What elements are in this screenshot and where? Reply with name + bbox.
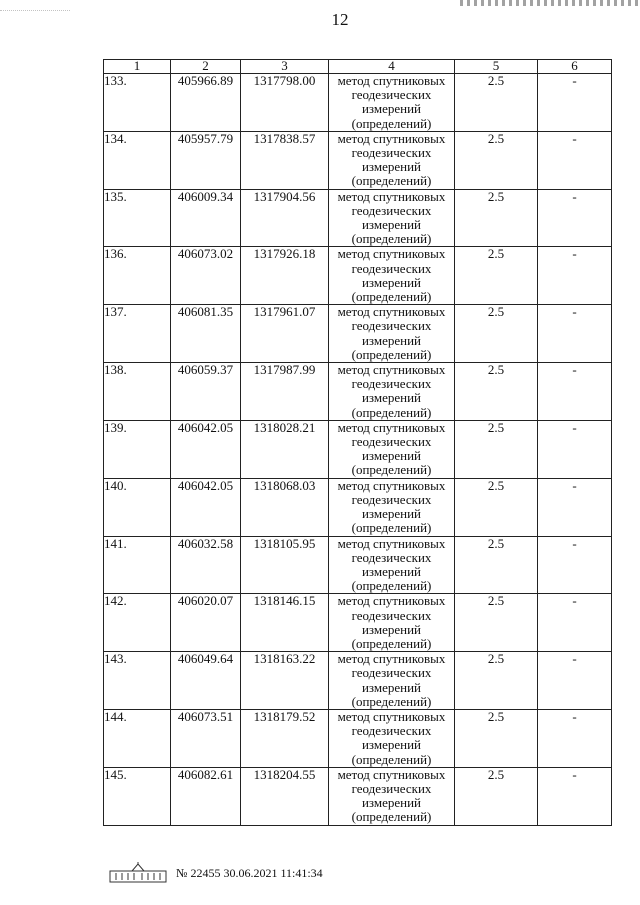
government-building-stamp-icon [108,862,168,884]
method-cell: метод спутниковых геодезических измерений (определений) [329,247,455,305]
x-coordinate-cell: 405957.79 [171,131,241,189]
extra-cell: - [538,189,612,247]
point-number-cell: 136. [104,247,171,305]
accuracy-cell: 2.5 [455,74,538,132]
extra-cell: - [538,305,612,363]
y-coordinate-cell: 1318146.15 [241,594,329,652]
x-coordinate-cell: 406009.34 [171,189,241,247]
point-number-cell: 140. [104,478,171,536]
method-cell: метод спутниковых геодезических измерений (определений) [329,652,455,710]
extra-cell: - [538,536,612,594]
table-row [104,536,612,594]
x-coordinate-cell: 406032.58 [171,536,241,594]
point-number-cell: 141. [104,536,171,594]
x-coordinate-cell: 406082.61 [171,767,241,825]
accuracy-cell: 2.5 [455,189,538,247]
column-header: 1 [104,60,171,74]
accuracy-cell: 2.5 [455,652,538,710]
column-header: 4 [329,60,455,74]
extra-cell: - [538,420,612,478]
method-cell: метод спутниковых геодезических измерений (определений) [329,536,455,594]
point-number-cell: 134. [104,131,171,189]
method-cell: метод спутниковых геодезических измерений (определений) [329,74,455,132]
y-coordinate-cell: 1317798.00 [241,74,329,132]
registration-number-date: № 22455 30.06.2021 11:41:34 [176,865,323,880]
y-coordinate-cell: 1317904.56 [241,189,329,247]
extra-cell: - [538,767,612,825]
table-header-row [104,60,612,74]
table-row [104,709,612,767]
x-coordinate-cell: 406020.07 [171,594,241,652]
method-cell: метод спутниковых геодезических измерений (определений) [329,305,455,363]
extra-cell: - [538,652,612,710]
y-coordinate-cell: 1318204.55 [241,767,329,825]
table-row [104,478,612,536]
table-row [104,305,612,363]
column-header: 6 [538,60,612,74]
y-coordinate-cell: 1318068.03 [241,478,329,536]
x-coordinate-cell: 405966.89 [171,74,241,132]
accuracy-cell: 2.5 [455,305,538,363]
x-coordinate-cell: 406042.05 [171,478,241,536]
column-header: 3 [241,60,329,74]
scan-artifact-top-right [460,0,640,6]
accuracy-cell: 2.5 [455,363,538,421]
y-coordinate-cell: 1318028.21 [241,420,329,478]
table-row [104,363,612,421]
table-row [104,189,612,247]
method-cell: метод спутниковых геодезических измерений (определений) [329,767,455,825]
y-coordinate-cell: 1317838.57 [241,131,329,189]
method-cell: метод спутниковых геодезических измерений (определений) [329,594,455,652]
table-row [104,131,612,189]
coordinates-table [103,59,612,826]
point-number-cell: 142. [104,594,171,652]
extra-cell: - [538,594,612,652]
point-number-cell: 145. [104,767,171,825]
method-cell: метод спутниковых геодезических измерений (определений) [329,420,455,478]
table-row [104,420,612,478]
extra-cell: - [538,478,612,536]
point-number-cell: 143. [104,652,171,710]
y-coordinate-cell: 1317987.99 [241,363,329,421]
table-row [104,767,612,825]
table-row [104,652,612,710]
point-number-cell: 137. [104,305,171,363]
y-coordinate-cell: 1318163.22 [241,652,329,710]
point-number-cell: 138. [104,363,171,421]
accuracy-cell: 2.5 [455,594,538,652]
accuracy-cell: 2.5 [455,709,538,767]
method-cell: метод спутниковых геодезических измерений (определений) [329,363,455,421]
extra-cell: - [538,363,612,421]
accuracy-cell: 2.5 [455,767,538,825]
column-header: 2 [171,60,241,74]
extra-cell: - [538,74,612,132]
point-number-cell: 135. [104,189,171,247]
point-number-cell: 139. [104,420,171,478]
accuracy-cell: 2.5 [455,131,538,189]
extra-cell: - [538,131,612,189]
accuracy-cell: 2.5 [455,247,538,305]
x-coordinate-cell: 406049.64 [171,652,241,710]
method-cell: метод спутниковых геодезических измерений (определений) [329,478,455,536]
y-coordinate-cell: 1318105.95 [241,536,329,594]
x-coordinate-cell: 406042.05 [171,420,241,478]
registration-footer [108,860,428,886]
column-header: 5 [455,60,538,74]
method-cell: метод спутниковых геодезических измерений (определений) [329,189,455,247]
point-number-cell: 133. [104,74,171,132]
scan-artifact-top-left [0,0,70,11]
table-row [104,74,612,132]
point-number-cell: 144. [104,709,171,767]
table-row [104,247,612,305]
accuracy-cell: 2.5 [455,420,538,478]
extra-cell: - [538,247,612,305]
y-coordinate-cell: 1317926.18 [241,247,329,305]
x-coordinate-cell: 406073.02 [171,247,241,305]
accuracy-cell: 2.5 [455,478,538,536]
x-coordinate-cell: 406073.51 [171,709,241,767]
table-row [104,594,612,652]
page-number: 12 [331,10,349,29]
extra-cell: - [538,709,612,767]
accuracy-cell: 2.5 [455,536,538,594]
y-coordinate-cell: 1317961.07 [241,305,329,363]
y-coordinate-cell: 1318179.52 [241,709,329,767]
method-cell: метод спутниковых геодезических измерений (определений) [329,131,455,189]
x-coordinate-cell: 406059.37 [171,363,241,421]
x-coordinate-cell: 406081.35 [171,305,241,363]
method-cell: метод спутниковых геодезических измерений (определений) [329,709,455,767]
